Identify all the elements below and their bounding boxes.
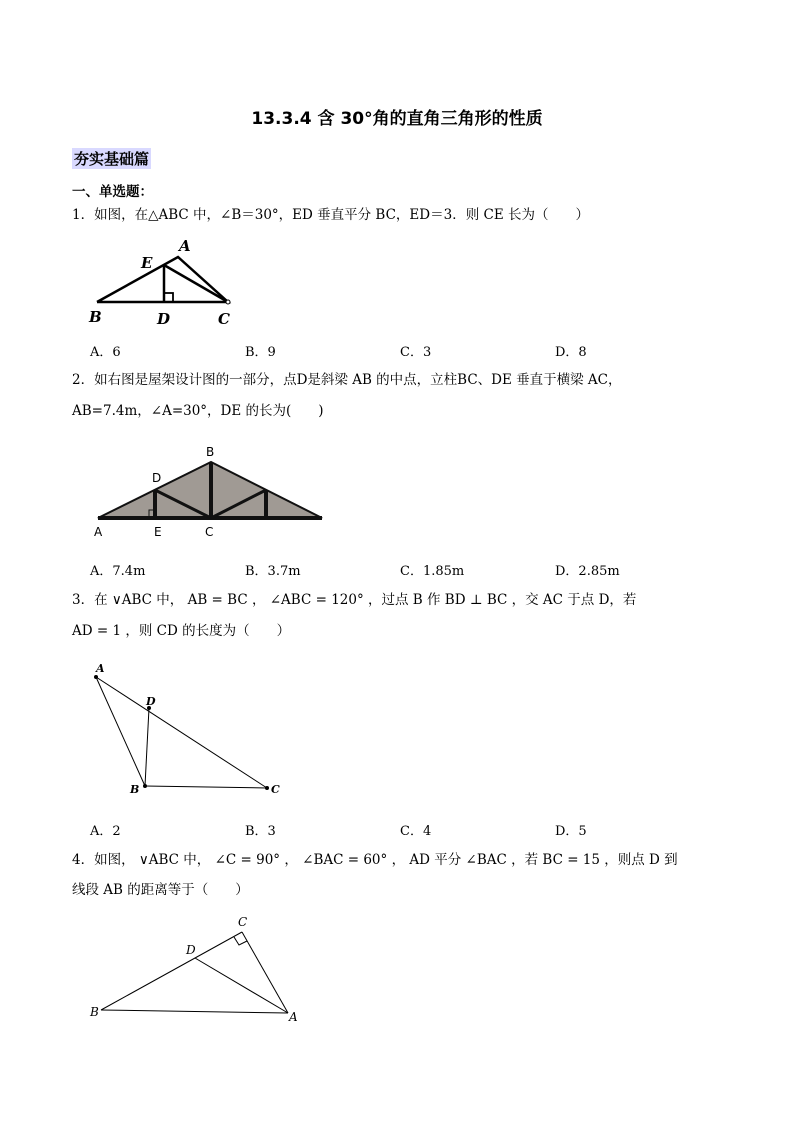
- q1-option-a: A．6: [90, 345, 121, 360]
- q2-option-c: C．1.85m: [400, 564, 465, 579]
- q1-label-b: B: [89, 308, 102, 326]
- question-2-figure: [88, 440, 328, 540]
- q1-option-d: D．8: [555, 345, 587, 360]
- q2-label-c: C: [205, 525, 214, 539]
- q1-option-c: C．3: [400, 345, 432, 360]
- q2-label-e: E: [154, 525, 162, 539]
- question-1-figure: [85, 235, 245, 330]
- q3-label-c: C: [271, 783, 280, 796]
- page-title: 13.3.4 含 30°角的直角三角形的性质: [251, 109, 543, 129]
- q1-label-c: C: [218, 310, 230, 328]
- q3-label-b: B: [130, 783, 140, 796]
- question-3-text-line2: AD = 1 ，则 CD 的长度为（ ）: [72, 623, 291, 639]
- q2-option-a: A．7.4m: [90, 564, 146, 579]
- question-3-figure: [88, 660, 288, 800]
- question-2-text-line1: 2．如右图是屋架设计图的一部分，点D是斜梁 AB 的中点，立柱BC、DE 垂直于横梁 AC，: [72, 372, 622, 388]
- q2-label-a: A: [94, 525, 103, 539]
- question-4-text-line1: 4．如图， ∨ABC 中， ∠C = 90° ， ∠BAC = 60° ， AD 平分 ∠BAC ，若 BC = 15 ，则点 D 到: [72, 852, 678, 868]
- q2-label-d: D: [152, 471, 162, 485]
- q2-option-b: B．3.7m: [245, 564, 301, 579]
- q2-label-b: B: [206, 445, 215, 459]
- q1-label-d: D: [157, 310, 171, 328]
- q3-option-a: A．2: [90, 824, 121, 839]
- q1-label-a: A: [179, 237, 191, 255]
- q2-option-d: D．2.85m: [555, 564, 620, 579]
- q3-option-b: B．3: [245, 824, 276, 839]
- q1-option-b: B．9: [245, 345, 276, 360]
- q3-label-a: A: [96, 662, 105, 675]
- q4-label-b: B: [90, 1005, 99, 1019]
- q4-label-a: A: [289, 1010, 298, 1024]
- part-heading: 一、单选题：: [72, 184, 153, 200]
- q3-option-d: D．5: [555, 824, 587, 839]
- question-4-figure: [88, 910, 318, 1030]
- q1-label-e: E: [141, 254, 153, 272]
- q3-option-c: C．4: [400, 824, 432, 839]
- section-heading: 夯实基础篇: [74, 150, 150, 168]
- question-3-text-line1: 3．在 ∨ABC 中， AB = BC ， ∠ABC = 120° ，过点 B 作 BD ⊥ BC ，交 AC 于点 D，若: [72, 592, 637, 608]
- q4-label-c: C: [238, 915, 248, 929]
- question-2-text-line2: AB=7.4m，∠A=30°，DE 的长为( ): [72, 403, 324, 419]
- q4-label-d: D: [186, 943, 196, 957]
- question-1-text: 1．如图，在△ABC 中，∠B＝30°，ED 垂直平分 BC，ED＝3．则 CE 长为（ ）: [72, 207, 589, 223]
- question-4-text-line2: 线段 AB 的距离等于（ ）: [72, 882, 249, 898]
- q3-label-d: D: [146, 695, 156, 708]
